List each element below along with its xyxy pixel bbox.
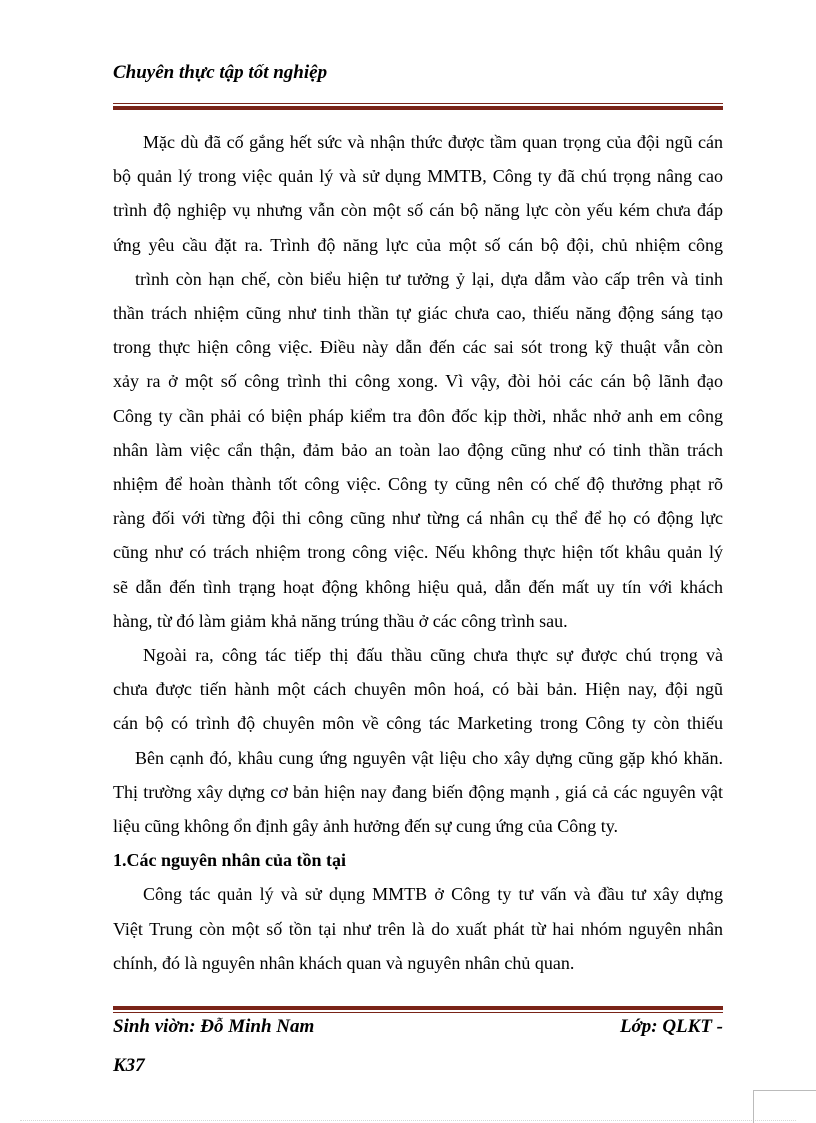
paragraph-1-line: nhiệm để hoàn thành tốt công việc. Công ty cũng nên có chế độ thưởng phạt rõ	[113, 474, 723, 495]
header-divider	[113, 103, 723, 110]
section-heading: 1.Các nguyên nhân của tồn tại	[113, 850, 347, 871]
paragraph-1-line: xảy ra ở một số công trình thi công xong. Vì vậy, đòi hỏi các cán bộ lãnh đạo	[113, 371, 723, 392]
paragraph-1-line: Mặc dù đã cố gắng hết sức và nhận thức được tầm quan trọng của đội ngũ cán	[143, 132, 723, 152]
page-corner-mark-horizontal	[753, 1090, 816, 1091]
footer-class-label: Lớp: QLKT -	[619, 1016, 723, 1037]
final-paragraph-line: Công tác quản lý và sử dụng MMTB ở Công ty tư vấn và đầu tư xây dựng	[143, 884, 723, 905]
paragraph-1-line: thần trách nhiệm cũng như tinh thần tự giác chưa cao, thiếu năng động sáng tạo	[113, 303, 723, 324]
paragraph-1-line: bộ quản lý trong việc quản lý và sử dụng MMTB, Công ty đã chú trọng nâng cao	[113, 166, 723, 187]
paragraph-1-line: sẽ dẫn đến tình trạng hoạt động không hiệu quả, dẫn đến mất uy tín với khách	[113, 576, 723, 597]
footer-class-continuation: K37	[113, 1055, 145, 1076]
final-paragraph-line: Việt Trung còn một số tồn tại như trên là do xuất phát từ hai nhóm nguyên nhân	[113, 918, 723, 939]
footer-student-name: Sinh viờn: Đỗ Minh Nam	[113, 1016, 315, 1037]
paragraph-2-line: chưa được tiến hành một cách chuyên môn hoá, có bài bản. Hiện nay, đội ngũ	[113, 679, 723, 700]
final-paragraph-line: chính, đó là nguyên nhân khách quan và nguyên nhân chủ quan.	[113, 952, 575, 973]
paragraph-2-line: Ngoài ra, công tác tiếp thị đấu thầu cũng chưa thực sự được chú trọng và	[143, 645, 723, 666]
footer-divider	[113, 1006, 723, 1013]
paragraph-1-line: ràng đối với từng đội thi công cũng như từng cá nhân cụ thể để họ có động lực	[113, 508, 723, 529]
page-header-title: Chuyên thực tập tốt nghiệp	[113, 62, 328, 83]
paragraph-3-line: Bên cạnh đó, khâu cung ứng nguyên vật liệu cho xây dựng cũng gặp khó khăn.	[135, 747, 723, 768]
paragraph-1-line: trình độ nghiệp vụ nhưng vẫn còn một số cán bộ năng lực còn yếu kém chưa đáp	[113, 200, 723, 221]
paragraph-3-line: liệu cũng không ổn định gây ảnh hưởng đến sự cung ứng của Công ty.	[113, 816, 619, 837]
paragraph-1-line: trong thực hiện công việc. Điều này dẫn đến các sai sót trong kỹ thuật vẫn còn	[113, 337, 723, 358]
page-bottom-dotted-border	[20, 1120, 796, 1121]
document-body	[113, 125, 723, 980]
paragraph-1-line: nhân làm việc cẩn thận, đảm bảo an toàn lao động cũng như có tinh thần trách	[113, 439, 723, 460]
paragraph-1-line: cũng như có trách nhiệm trong công việc. Nếu không thực hiện tốt khâu quản lý	[113, 542, 723, 563]
paragraph-3-line: Thị trường xây dựng cơ bản hiện nay đang biến động mạnh , giá cả các nguyên vật	[113, 781, 723, 802]
page-corner-mark-vertical	[753, 1090, 754, 1123]
paragraph-2-line: cán bộ có trình độ chuyên môn về công tác Marketing trong Công ty còn thiếu	[113, 713, 723, 734]
paragraph-1-line: ứng yêu cầu đặt ra. Trình độ năng lực của một số cán bộ đội, chủ nhiệm công	[113, 234, 723, 255]
paragraph-1-line: trình còn hạn chế, còn biểu hiện tư tưởng ỷ lại, dựa dẫm vào cấp trên và tinh	[135, 268, 723, 289]
paragraph-1-line: hàng, từ đó làm giảm khả năng trúng thầu ở các công trình sau.	[113, 610, 568, 631]
paragraph-1-line: Công ty cần phải có biện pháp kiểm tra đôn đốc kịp thời, nhắc nhở anh em công	[113, 405, 723, 426]
